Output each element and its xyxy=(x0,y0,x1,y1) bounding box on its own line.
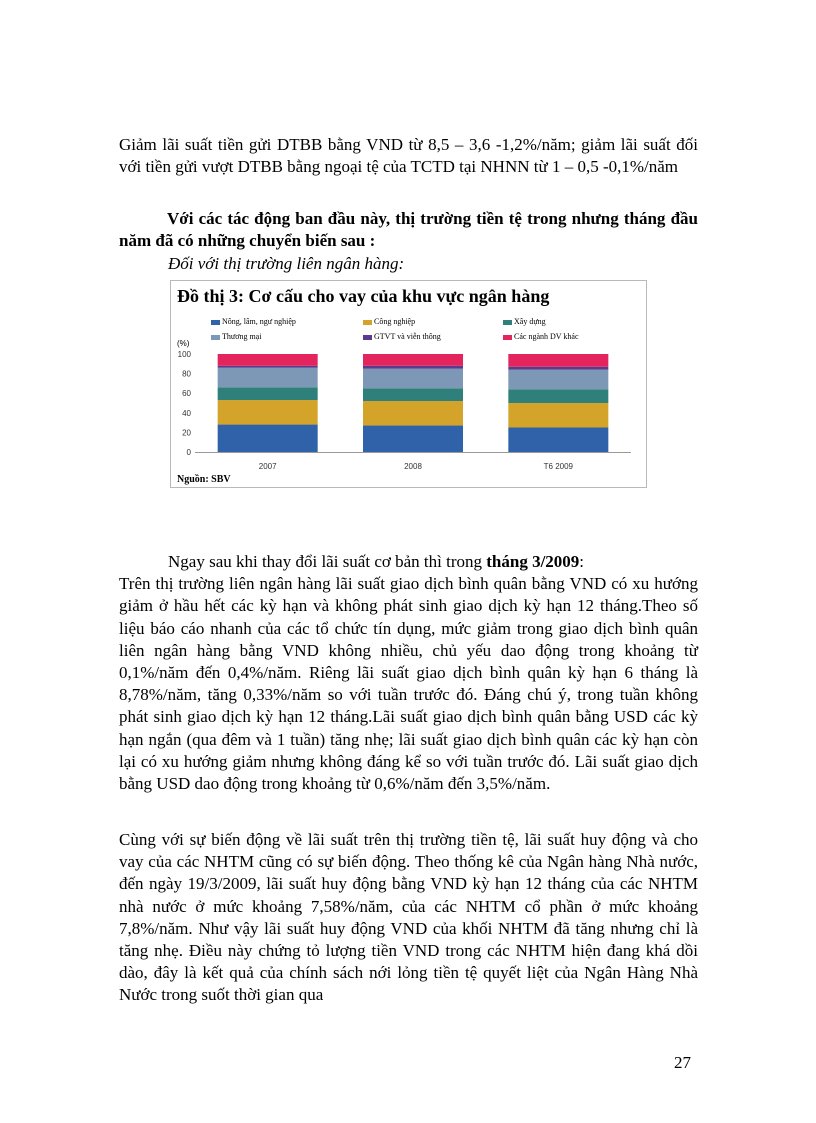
bar-segment xyxy=(508,370,608,390)
x-tick-label: 2008 xyxy=(404,462,422,471)
bar-segment xyxy=(508,367,608,370)
bar-segment xyxy=(218,354,318,366)
bar-segment xyxy=(363,388,463,401)
bar-segment xyxy=(218,368,318,388)
paragraph-march-2009-intro xyxy=(119,551,698,573)
y-tick-label: 40 xyxy=(182,408,191,418)
legend-label: Các ngành DV khác xyxy=(514,332,579,341)
y-tick-label: 80 xyxy=(182,369,191,379)
chart-title: Đồ thị 3: Cơ cấu cho vay của khu vực ngân hàng xyxy=(177,286,550,306)
page-number: 27 xyxy=(674,1053,691,1072)
bar-segment xyxy=(218,400,318,425)
paragraph-march-2009-body: Trên thị trường liên ngân hàng lãi suất giao dịch bình quân bằng VND có xu hướng giảm ở hầu hết các kỳ hạn và không phát sinh giao dịch kỳ hạn 12 tháng.Theo số liệu báo cáo nhanh của các tổ chức tín dụng, mức giảm trong giao dịch bình quân liên ngân hàng bằng VND không nhiều, chủ yếu dao động trong khoảng từ 0,1%/năm đến 0,4%/năm. Riêng lãi suất giao dịch bình quân kỳ hạn 6 tháng là 8,78%/năm, tăng 0,33%/năm so với tuần trước đó. Đáng chú ý, trong tuần không phát sinh giao dịch kỳ hạn 12 tháng.Lãi suất giao dịch bình quân bằng USD các kỳ hạn ngắn (qua đêm và 1 tuần) tăng nhẹ; lãi suất giao dịch bình quân các kỳ hạn còn lại có xu hướng giảm nhưng không đáng kể so với tuần trước đó. Lãi suất giao dịch bằng USD dao động trong khoảng từ 0,6%/năm đến 3,5%/năm. xyxy=(119,574,698,794)
legend-label: Nông, lâm, ngư nghiệp xyxy=(222,317,296,326)
y-tick-label: 100 xyxy=(177,350,191,359)
x-tick-label: 2007 xyxy=(258,462,277,471)
intro-bold-month: tháng 3/2009 xyxy=(486,552,580,571)
bar-segment xyxy=(363,401,463,426)
y-tick-label: 60 xyxy=(182,389,191,399)
chart-source: Nguồn: SBV xyxy=(177,474,231,485)
x-tick-label: T6 2009 xyxy=(543,462,574,471)
bar-segment xyxy=(508,403,608,428)
bar-segment xyxy=(363,369,463,389)
paragraph-deposit-rates: Cùng với sự biến động về lãi suất trên thị trường tiền tệ, lãi suất huy động và cho vay của các NHTM cũng có sự biến động. Theo thống kê của Ngân hàng Nhà nước, đến ngày 19/3/2009, lãi suất huy động bằng VND kỳ hạn 12 tháng của các NHTM nhà nước ở mức khoảng 7,58%/năm, của các NHTM cổ phần ở mức khoảng 7,8%/năm. Như vậy lãi suất huy động VND của khối NHTM đã tăng nhưng chỉ là tăng nhẹ. Điều này chứng tỏ lượng tiền VND trong các NHTM hiện đang khá dồi dào, đây là kết quả của chính sách nới lỏng tiền tệ quyết liệt của Ngân Hàng Nhà Nước trong suốt thời gian qua xyxy=(119,830,698,1005)
legend-label: GTVT và viễn thông xyxy=(374,332,441,341)
legend-label: Công nghiệp xyxy=(374,317,416,326)
bar-segment xyxy=(508,354,608,367)
intro-colon: : xyxy=(579,552,585,571)
intro-text: Ngay sau khi thay đổi lãi suất cơ bản thì trong xyxy=(168,552,487,571)
chart-y-unit: (%) xyxy=(177,339,190,348)
bar-segment xyxy=(363,366,463,369)
bar-segment xyxy=(508,428,608,453)
bar-segment xyxy=(218,425,318,452)
paragraph-interest-rate-cuts: Giảm lãi suất tiền gửi DTBB bằng VND từ 8,5 – 3,6 -1,2%/năm; giảm lãi suất đối với tiền gửi vượt DTBB bằng ngoại tệ của TCTD tại NHNN từ 1 – 0,5 -0,1%/năm xyxy=(119,135,698,177)
bar-segment xyxy=(508,389,608,403)
bar-segment xyxy=(363,426,463,452)
paragraph-march-2009 xyxy=(119,551,698,795)
bar-segment xyxy=(363,354,463,366)
bar-segment xyxy=(218,387,318,400)
lending-structure-chart xyxy=(170,280,647,488)
legend-label: Xây dựng xyxy=(514,317,546,326)
bar-segment xyxy=(218,366,318,368)
chart-plot-area xyxy=(171,281,648,489)
paragraph-market-changes-intro: Với các tác động ban đầu này, thị trường tiền tệ trong nhưng tháng đầu năm đã có những chuyển biến sau : xyxy=(119,209,698,251)
subheading-interbank-market: Đối với thị trường liên ngân hàng: xyxy=(168,254,405,273)
y-tick-label: 0 xyxy=(186,448,191,457)
y-tick-label: 20 xyxy=(182,428,191,438)
legend-label: Thương mại xyxy=(222,332,262,341)
